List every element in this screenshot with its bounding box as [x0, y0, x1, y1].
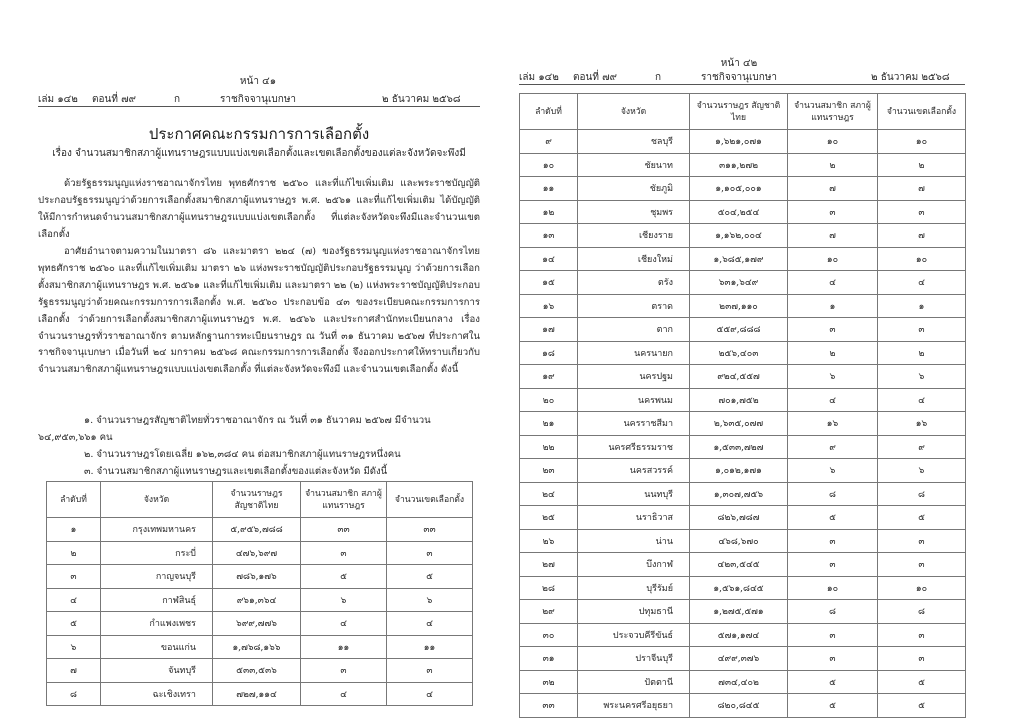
cell-province: ชุมพร [578, 200, 690, 224]
header-mp-count: จำนวนสมาชิก สภาผู้แทนราษฎร [788, 94, 878, 130]
table-row [520, 224, 966, 248]
cell-order: ๑๑ [520, 177, 578, 201]
cell-order: ๒ [47, 541, 101, 565]
cell-order: ๒๐ [520, 388, 578, 412]
cell-province: จันทบุรี [101, 659, 213, 683]
cell-province: กาฬสินธุ์ [101, 588, 213, 612]
cell-order: ๔ [47, 588, 101, 612]
cell-population: ๗๓๔,๔๐๒ [690, 670, 788, 694]
cell-district-count: ๓ [878, 200, 966, 224]
cell-province: ตาก [578, 318, 690, 342]
table-row [520, 459, 966, 483]
header-order: ลำดับที่ [47, 482, 101, 518]
cell-province: ชลบุรี [578, 130, 690, 154]
gazette-name: ราชกิจจานุเบกษา [220, 94, 297, 105]
cell-population: ๔๙๙,๓๗๖ [690, 647, 788, 671]
cell-district-count: ๔ [878, 388, 966, 412]
cell-order: ๙ [520, 130, 578, 154]
header-order: ลำดับที่ [520, 94, 578, 130]
cell-population: ๗๒๗,๑๑๔ [213, 682, 301, 706]
cell-population: ๔๒๓,๕๔๕ [690, 553, 788, 577]
cell-district-count: ๗ [878, 177, 966, 201]
header-district-count: จำนวนเขตเลือกตั้ง [387, 482, 473, 518]
cell-province: นครนายก [578, 341, 690, 365]
cell-mp-count: ๓๓ [301, 518, 387, 542]
cell-district-count: ๕ [878, 506, 966, 530]
cell-mp-count: ๒ [788, 153, 878, 177]
cell-province: ขอนแก่น [101, 635, 213, 659]
cell-district-count: ๒ [878, 341, 966, 365]
cell-province: กำแพงเพชร [101, 612, 213, 636]
table-row [520, 365, 966, 389]
list-item-table-intro: ๓. จำนวนสมาชิกสภาผู้แทนราษฎรและเขตเลือกตั้งของแต่ละจังหวัด มีดังนี้ [84, 466, 388, 477]
cell-order: ๓ [47, 565, 101, 589]
cell-province: นครปฐม [578, 365, 690, 389]
cell-district-count: ๖ [878, 365, 966, 389]
cell-district-count: ๕ [878, 694, 966, 718]
cell-province: เชียงราย [578, 224, 690, 248]
cell-population: ๔๖๘,๖๗๐ [690, 529, 788, 553]
cell-order: ๑๓ [520, 224, 578, 248]
cell-order: ๗ [47, 659, 101, 683]
cell-mp-count: ๓ [788, 553, 878, 577]
cell-province: ปราจีนบุรี [578, 647, 690, 671]
cell-province: น่าน [578, 529, 690, 553]
cell-order: ๑๙ [520, 365, 578, 389]
table-row [520, 294, 966, 318]
cell-district-count: ๗ [878, 224, 966, 248]
table-row [47, 659, 473, 683]
paragraph-preamble: ด้วยรัฐธรรมนูญแห่งราชอาณาจักรไทย พุทธศักราช ๒๕๖๐ และที่แก้ไขเพิ่มเติม และพระราชบัญญัติประกอบรัฐธรรมนูญว่าด้วยการเลือกตั้งสมาชิกสภาผู้แทนราษฎร พ.ศ. ๒๕๖๑ และที่แก้ไขเพิ่มเติม ได้บัญญัติให้มีการกำหนดจำนวนสมาชิกสภาผู้แทนราษฎรแบบแบ่งเขตเลือกตั้ง ที่แต่ละจังหวัดจะพึงมีและจำนวนเขตเลือกตั้ง [38, 178, 480, 240]
cell-province: กาญจนบุรี [101, 565, 213, 589]
issue-date: ๒ ธันวาคม ๒๕๖๘ [382, 94, 461, 105]
cell-province: ปัตตานี [578, 670, 690, 694]
list-item-population: ๑. จำนวนราษฎรสัญชาติไทยทั่วราชอาณาจักร ณ วันที่ ๓๑ ธันวาคม ๒๕๖๗ มีจำนวน ๖๔,๙๕๓,๖๖๑ คน [38, 415, 431, 443]
cell-order: ๓๐ [520, 623, 578, 647]
table-row [520, 130, 966, 154]
cell-order: ๑๖ [520, 294, 578, 318]
document-subtitle: เรื่อง จำนวนสมาชิกสภาผู้แทนราษฎรแบบแบ่งเขตเลือกตั้งและเขตเลือกตั้งของแต่ละจังหวัดจะพึงมี [52, 148, 466, 159]
cell-province: นครศรีธรรมราช [578, 435, 690, 459]
cell-mp-count: ๒ [788, 341, 878, 365]
cell-province: นครราชสีมา [578, 412, 690, 436]
cell-population: ๒,๖๓๕,๐๗๗ [690, 412, 788, 436]
table-row [520, 600, 966, 624]
cell-population: ๒๓๗,๑๑๐ [690, 294, 788, 318]
volume-label: เล่ม ๑๔๒ [38, 94, 78, 105]
table-row [520, 247, 966, 271]
cell-province: นนทบุรี [578, 482, 690, 506]
table-row [520, 529, 966, 553]
cell-population: ๖๓๑,๖๔๙ [690, 271, 788, 295]
table-row [520, 506, 966, 530]
cell-district-count: ๑๐ [878, 576, 966, 600]
table-row [520, 388, 966, 412]
table-row [520, 200, 966, 224]
table-row [520, 623, 966, 647]
issue-date: ๒ ธันวาคม ๒๕๖๘ [871, 72, 950, 83]
cell-population: ๑,๗๖๘,๑๖๖ [213, 635, 301, 659]
cell-mp-count: ๑๑ [301, 635, 387, 659]
cell-mp-count: ๓ [788, 318, 878, 342]
table-row [520, 553, 966, 577]
cell-order: ๒๙ [520, 600, 578, 624]
cell-mp-count: ๕ [788, 694, 878, 718]
cell-order: ๑๕ [520, 271, 578, 295]
cell-order: ๒๖ [520, 529, 578, 553]
cell-mp-count: ๔ [301, 612, 387, 636]
paragraph-authority: อาศัยอำนาจตามความในมาตรา ๘๖ และมาตรา ๒๒๔ (๗) ของรัฐธรรมนูญแห่งราชอาณาจักรไทย พุทธศักราช ๒๕๖๐ และที่แก้ไขเพิ่มเติม มาตรา ๒๖ แห่งพระราชบัญญัติประกอบรัฐธรรมนูญ ว่าด้วยการเลือกตั้งสมาชิกสภาผู้แทนราษฎร พ.ศ. ๒๕๖๑ และที่แก้ไขเพิ่มเติม และมาตรา ๒๒ (๒) แห่งพระราชบัญญัติประกอบรัฐธรรมนูญว่าด้วยคณะกรรมการการเลือกตั้ง พ.ศ. ๒๕๖๐ ประกอบข้อ ๔๓ ของระเบียบคณะกรรมการการเลือกตั้ง ว่าด้วยการเลือกตั้งสมาชิกสภาผู้แทนราษฎร พ.ศ. ๒๕๖๖ และประกาศสำนักทะเบียนกลาง เรื่อง จำนวนราษฎรทั่วราชอาณาจักร ตามหลักฐานการทะเบียนราษฎร ณ วันที่ ๓๑ ธันวาคม ๒๕๖๗ ที่ประกาศในราชกิจจานุเบกษา เมื่อวันที่ ๒๔ มกราคม ๒๕๖๘ คณะกรรมการการเลือกตั้ง จึงออกประกาศให้ทราบเกี่ยวกับจำนวนสมาชิกสภาผู้แทนราษฎรแบบแบ่งเขตเลือกตั้ง ที่แต่ละจังหวัดจะพึงมี และจำนวนเขตเลือกตั้ง ดังนี้ [38, 246, 480, 376]
cell-population: ๑,๑๐๕,๐๐๑ [690, 177, 788, 201]
table-row [47, 612, 473, 636]
cell-order: ๓๑ [520, 647, 578, 671]
header-province: จังหวัด [101, 482, 213, 518]
cell-district-count: ๖ [387, 588, 473, 612]
table-row [520, 694, 966, 718]
table-row [520, 435, 966, 459]
table-row [47, 565, 473, 589]
cell-mp-count: ๑ [788, 294, 878, 318]
cell-population: ๑,๕๓๓,๗๒๗ [690, 435, 788, 459]
page-number: หน้า ๔๑ [239, 76, 277, 87]
table-row [520, 576, 966, 600]
table-row [520, 318, 966, 342]
cell-mp-count: ๑๐ [788, 576, 878, 600]
cell-mp-count: ๑๐ [788, 247, 878, 271]
cell-province: กระบี่ [101, 541, 213, 565]
cell-population: ๑,๑๖๒,๐๐๔ [690, 224, 788, 248]
cell-population: ๖๙๙,๗๗๖ [213, 612, 301, 636]
cell-population: ๑,๐๑๒,๑๗๑ [690, 459, 788, 483]
issue-label: ตอนที่ ๗๙ [92, 94, 136, 105]
cell-population: ๑,๕๖๑,๘๔๕ [690, 576, 788, 600]
cell-order: ๒๗ [520, 553, 578, 577]
table-row [47, 541, 473, 565]
header-province: จังหวัด [578, 94, 690, 130]
header-population: จำนวนราษฎร สัญชาติไทย [690, 94, 788, 130]
cell-population: ๙๖๑,๓๖๔ [213, 588, 301, 612]
cell-mp-count: ๖ [788, 459, 878, 483]
cell-province: ตราด [578, 294, 690, 318]
cell-population: ๑,๖๒๑,๐๗๑ [690, 130, 788, 154]
cell-province: นครสวรรค์ [578, 459, 690, 483]
cell-province: นราธิวาส [578, 506, 690, 530]
cell-province: นครพนม [578, 388, 690, 412]
list-item-average: ๒. จำนวนราษฎรโดยเฉลี่ย ๑๖๒,๓๘๔ คน ต่อสมาชิกสภาผู้แทนราษฎรหนึ่งคน [84, 449, 401, 460]
table-row [520, 647, 966, 671]
cell-order: ๒๕ [520, 506, 578, 530]
cell-province: ประจวบคีรีขันธ์ [578, 623, 690, 647]
province-table-right [519, 93, 966, 718]
issue-label: ตอนที่ ๗๙ [573, 72, 617, 83]
cell-district-count: ๓ [878, 553, 966, 577]
cell-population: ๑,๓๐๗,๗๕๖ [690, 482, 788, 506]
cell-order: ๒๘ [520, 576, 578, 600]
cell-mp-count: ๔ [788, 271, 878, 295]
cell-district-count: ๔ [878, 271, 966, 295]
cell-population: ๕๓๓,๕๓๖ [213, 659, 301, 683]
cell-population: ๕๕๙,๘๘๘ [690, 318, 788, 342]
cell-district-count: ๓ [878, 647, 966, 671]
cell-order: ๑๒ [520, 200, 578, 224]
cell-population: ๑,๖๘๕,๑๗๙ [690, 247, 788, 271]
cell-order: ๕ [47, 612, 101, 636]
cell-district-count: ๓ [387, 541, 473, 565]
cell-population: ๓๑๑,๒๗๒ [690, 153, 788, 177]
cell-population: ๗๐๑,๗๕๒ [690, 388, 788, 412]
gazette-header [38, 92, 480, 107]
cell-mp-count: ๔ [301, 682, 387, 706]
cell-order: ๑๗ [520, 318, 578, 342]
cell-population: ๙๒๔,๕๕๗ [690, 365, 788, 389]
cell-district-count: ๖ [878, 459, 966, 483]
cell-district-count: ๘ [878, 600, 966, 624]
cell-order: ๓๒ [520, 670, 578, 694]
cell-province: กรุงเทพมหานคร [101, 518, 213, 542]
header-population: จำนวนราษฎร สัญชาติไทย [213, 482, 301, 518]
table-row [520, 670, 966, 694]
cell-province: ปทุมธานี [578, 600, 690, 624]
cell-district-count: ๔ [387, 612, 473, 636]
cell-order: ๑๔ [520, 247, 578, 271]
cell-population: ๕๐๔,๒๕๔ [690, 200, 788, 224]
cell-mp-count: ๑๐ [788, 130, 878, 154]
cell-population: ๑,๒๗๕,๕๗๑ [690, 600, 788, 624]
document-title: ประกาศคณะกรรมการการเลือกตั้ง [148, 125, 370, 143]
cell-order: ๒๑ [520, 412, 578, 436]
cell-order: ๑ [47, 518, 101, 542]
cell-district-count: ๑๐ [878, 247, 966, 271]
cell-mp-count: ๕ [788, 670, 878, 694]
section-label: ก [174, 94, 181, 105]
cell-mp-count: ๓ [788, 623, 878, 647]
cell-order: ๒๔ [520, 482, 578, 506]
table-row [520, 271, 966, 295]
table-row [520, 153, 966, 177]
page-number: หน้า ๔๒ [720, 58, 758, 69]
table-row [47, 635, 473, 659]
cell-province: บุรีรัมย์ [578, 576, 690, 600]
cell-district-count: ๑๖ [878, 412, 966, 436]
cell-province: บึงกาฬ [578, 553, 690, 577]
cell-population: ๘๒๐,๘๔๕ [690, 694, 788, 718]
cell-population: ๔๗๖,๖๙๗ [213, 541, 301, 565]
cell-population: ๕,๙๕๖,๗๘๘ [213, 518, 301, 542]
header-district-count: จำนวนเขตเลือกตั้ง [878, 94, 966, 130]
cell-district-count: ๑ [878, 294, 966, 318]
cell-mp-count: ๗ [788, 224, 878, 248]
cell-province: ตรัง [578, 271, 690, 295]
cell-province: พระนครศรีอยุธยา [578, 694, 690, 718]
cell-mp-count: ๓ [788, 529, 878, 553]
cell-district-count: ๓ [878, 529, 966, 553]
cell-district-count: ๑๐ [878, 130, 966, 154]
header-mp-count: จำนวนสมาชิก สภาผู้แทนราษฎร [301, 482, 387, 518]
cell-mp-count: ๙ [788, 435, 878, 459]
cell-order: ๓๓ [520, 694, 578, 718]
cell-population: ๘๒๖,๗๘๗ [690, 506, 788, 530]
cell-order: ๒๓ [520, 459, 578, 483]
province-table-left [46, 481, 473, 706]
cell-mp-count: ๓ [788, 200, 878, 224]
cell-mp-count: ๖ [788, 365, 878, 389]
cell-mp-count: ๓ [788, 647, 878, 671]
table-row [47, 518, 473, 542]
cell-district-count: ๘ [878, 482, 966, 506]
table-row [520, 482, 966, 506]
cell-mp-count: ๓ [301, 541, 387, 565]
cell-district-count: ๒ [878, 153, 966, 177]
gazette-name: ราชกิจจานุเบกษา [701, 72, 778, 83]
cell-district-count: ๔ [387, 682, 473, 706]
cell-district-count: ๓๓ [387, 518, 473, 542]
cell-mp-count: ๕ [788, 506, 878, 530]
cell-district-count: ๙ [878, 435, 966, 459]
cell-order: ๖ [47, 635, 101, 659]
cell-province: ชัยนาท [578, 153, 690, 177]
cell-district-count: ๓ [878, 623, 966, 647]
gazette-header [519, 70, 965, 85]
cell-order: ๑๐ [520, 153, 578, 177]
table-row [47, 588, 473, 612]
table-row [520, 412, 966, 436]
section-label: ก [655, 72, 662, 83]
cell-district-count: ๑๑ [387, 635, 473, 659]
cell-order: ๘ [47, 682, 101, 706]
cell-district-count: ๓ [878, 318, 966, 342]
cell-district-count: ๕ [878, 670, 966, 694]
cell-province: ชัยภูมิ [578, 177, 690, 201]
cell-mp-count: ๓ [301, 659, 387, 683]
cell-district-count: ๓ [387, 659, 473, 683]
cell-mp-count: ๘ [788, 482, 878, 506]
cell-district-count: ๕ [387, 565, 473, 589]
table-row [47, 682, 473, 706]
cell-mp-count: ๘ [788, 600, 878, 624]
cell-order: ๒๒ [520, 435, 578, 459]
cell-province: ฉะเชิงเทรา [101, 682, 213, 706]
table-row [520, 177, 966, 201]
cell-population: ๗๘๖,๑๗๖ [213, 565, 301, 589]
cell-mp-count: ๔ [788, 388, 878, 412]
cell-mp-count: ๑๖ [788, 412, 878, 436]
cell-mp-count: ๖ [301, 588, 387, 612]
cell-population: ๒๕๖,๔๐๓ [690, 341, 788, 365]
cell-order: ๑๘ [520, 341, 578, 365]
cell-mp-count: ๕ [301, 565, 387, 589]
cell-mp-count: ๗ [788, 177, 878, 201]
table-row [520, 341, 966, 365]
volume-label: เล่ม ๑๔๒ [519, 72, 559, 83]
cell-province: เชียงใหม่ [578, 247, 690, 271]
cell-population: ๕๗๑,๑๗๔ [690, 623, 788, 647]
